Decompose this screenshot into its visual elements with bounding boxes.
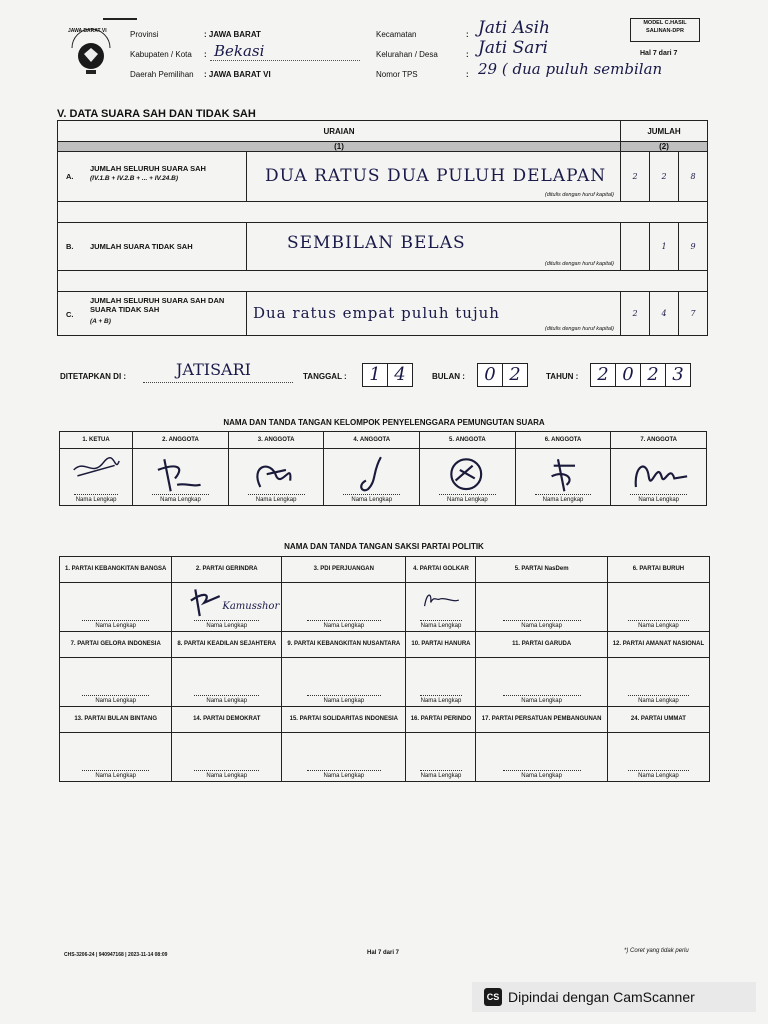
party-gelora: 7. PARTAI GELORA INDONESIA <box>60 632 172 658</box>
nama-lengkap: Nama Lengkap <box>95 623 137 629</box>
kpps-head-5: 5. ANGGOTA <box>420 432 516 449</box>
kpps-nama-1: Nama Lengkap <box>75 497 117 503</box>
row-c-sublabel: (A + B) <box>90 318 111 325</box>
nama-lengkap: Nama Lengkap <box>521 773 562 779</box>
kpps-title: NAMA DAN TANDA TANGAN KELOMPOK PENYELENGGARA PEMUNGUTAN SUARA <box>223 418 545 427</box>
tanggal-label: TANGGAL : <box>303 372 347 381</box>
bulan-label: BULAN : <box>432 372 465 381</box>
row-b <box>58 223 708 271</box>
tahun-digit-3: 2 <box>640 363 666 387</box>
model-box <box>630 18 700 42</box>
row-c-letter: C. <box>66 310 74 319</box>
kpps-sig-3[interactable] <box>228 449 324 506</box>
tahun-label: TAHUN : <box>546 372 579 381</box>
saksi-sig-ummat[interactable] <box>607 733 709 782</box>
tahun-digit-2: 0 <box>615 363 641 387</box>
row-c-digit-3: 7 <box>679 292 708 336</box>
saksi-sig-gerindra[interactable] <box>172 583 282 632</box>
saksi-sig-ppp[interactable] <box>476 733 607 782</box>
kpps-nama-5: Nama Lengkap <box>447 497 488 503</box>
saksi-sig-pan[interactable] <box>607 658 709 707</box>
signature-mark <box>621 455 696 493</box>
saksi-sig-psi[interactable] <box>282 733 406 782</box>
row-b-letter: B. <box>66 242 74 251</box>
saksi-sig-nasdem[interactable] <box>476 583 607 632</box>
kabupaten-dots <box>210 60 360 61</box>
nama-lengkap: Nama Lengkap <box>323 773 365 779</box>
tahun-digit-1: 2 <box>590 363 616 387</box>
tanggal-digit-1: 1 <box>362 363 388 387</box>
kecamatan-label: Kecamatan <box>376 30 417 39</box>
signature-mark <box>526 455 601 493</box>
kpps-sig-6[interactable] <box>515 449 611 506</box>
saksi-sig-gelora[interactable] <box>60 658 172 707</box>
saksi-sig-buruh[interactable] <box>607 583 709 632</box>
tanggal-digit-2: 4 <box>387 363 413 387</box>
nama-lengkap: Nama Lengkap <box>420 773 462 779</box>
nama-lengkap: Nama Lengkap <box>95 698 137 704</box>
model-line2: SALINAN-DPR <box>646 28 684 34</box>
sub-header-2: (2) <box>621 142 708 152</box>
ditetapkan-place: JATISARI <box>176 360 251 379</box>
saksi-sig-pks[interactable] <box>172 658 282 707</box>
kpps-nama-2: Nama Lengkap <box>160 497 201 503</box>
saksi-sig-pdip[interactable] <box>282 583 406 632</box>
kpps-sig-5[interactable] <box>420 449 516 506</box>
party-pbb: 13. PARTAI BULAN BINTANG <box>60 707 172 733</box>
row-b-words: SEMBILAN BELAS <box>287 233 466 253</box>
party-demokrat: 14. PARTAI DEMOKRAT <box>172 707 282 733</box>
row-c-digit-2: 4 <box>650 292 679 336</box>
party-psi: 15. PARTAI SOLIDARITAS INDONESIA <box>282 707 406 733</box>
row-a-note: (ditulis dengan huruf kapital) <box>544 192 614 198</box>
signature-mark <box>430 455 505 493</box>
row-a-words: DUA RATUS DUA PULUH DELAPAN <box>265 166 607 186</box>
provinsi-value: : JAWA BARAT <box>204 30 261 39</box>
party-garuda: 11. PARTAI GARUDA <box>476 632 607 658</box>
row-a-letter: A. <box>66 172 74 181</box>
saksi-sig-demokrat[interactable] <box>172 733 282 782</box>
kpps-sig-7[interactable] <box>611 449 707 506</box>
ditetapkan-dots <box>143 382 293 383</box>
tahun-boxes <box>590 363 690 387</box>
vote-table <box>57 120 708 336</box>
nama-lengkap: Nama Lengkap <box>323 623 365 629</box>
nama-lengkap: Nama Lengkap <box>206 623 248 629</box>
signature-mark <box>239 455 314 493</box>
kpps-nama-4: Nama Lengkap <box>351 497 393 503</box>
party-perindo: 16. PARTAI PERINDO <box>406 707 476 733</box>
page-number: Hal 7 dari 7 <box>640 50 678 57</box>
party-pkb: 1. PARTAI KEBANGKITAN BANGSA <box>60 557 172 583</box>
row-b-digit-1 <box>621 223 650 271</box>
nama-lengkap: Nama Lengkap <box>206 773 248 779</box>
row-b-digit-3: 9 <box>679 223 708 271</box>
party-head-row-3 <box>60 707 710 733</box>
nama-lengkap: Nama Lengkap <box>638 773 679 779</box>
section-title: V. DATA SUARA SAH DAN TIDAK SAH <box>57 108 256 120</box>
row-b-note: (ditulis dengan huruf kapital) <box>544 261 614 267</box>
saksi-sig-hanura[interactable] <box>406 658 476 707</box>
nama-lengkap: Nama Lengkap <box>638 698 679 704</box>
kpps-sig-2[interactable] <box>133 449 229 506</box>
logo-text: JAWA BARAT VI <box>68 28 107 34</box>
party-pan: 12. PARTAI AMANAT NASIONAL <box>607 632 709 658</box>
footer-code: CHS-3206-24 | 940947168 | 2023-11-14 08:09 <box>64 952 168 958</box>
kelurahan-label: Kelurahan / Desa <box>376 50 438 59</box>
kpps-head-3: 3. ANGGOTA <box>228 432 324 449</box>
party-pks: 8. PARTAI KEADILAN SEJAHTERA <box>172 632 282 658</box>
nama-lengkap: Nama Lengkap <box>95 773 137 779</box>
signature-mark <box>416 589 465 607</box>
party-gerindra: 2. PARTAI GERINDRA <box>172 557 282 583</box>
kpps-nama-6: Nama Lengkap <box>542 497 584 503</box>
tahun-digit-4: 3 <box>665 363 691 387</box>
nama-lengkap: Nama Lengkap <box>323 698 365 704</box>
sub-header-1: (1) <box>58 142 621 152</box>
kpps-nama-7: Nama Lengkap <box>638 497 680 503</box>
kpps-table <box>59 431 707 506</box>
row-b-label: JUMLAH SUARA TIDAK SAH <box>90 242 193 251</box>
party-hanura: 10. PARTAI HANURA <box>406 632 476 658</box>
row-a-label: JUMLAH SELURUH SUARA SAH <box>90 164 206 173</box>
row-a-digit-2: 2 <box>650 152 679 202</box>
party-head-row-2 <box>60 632 710 658</box>
tps-label: Nomor TPS <box>376 70 418 79</box>
saksi-title: NAMA DAN TANDA TANGAN SAKSI PARTAI POLITIK <box>284 542 484 551</box>
kpps-head-4: 4. ANGGOTA <box>324 432 420 449</box>
party-buruh: 6. PARTAI BURUH <box>607 557 709 583</box>
tanggal-boxes <box>362 363 412 387</box>
saksi-sig-perindo[interactable] <box>406 733 476 782</box>
row-a-digit-1: 2 <box>621 152 650 202</box>
bulan-boxes <box>477 363 527 387</box>
nama-lengkap: Nama Lengkap <box>638 623 679 629</box>
saksi-sig-golkar[interactable] <box>406 583 476 632</box>
row-c-digit-1: 2 <box>621 292 650 336</box>
col-jumlah: JUMLAH <box>621 121 708 142</box>
top-mark <box>103 18 137 20</box>
kpps-nama-3: Nama Lengkap <box>255 497 297 503</box>
party-head-row-1 <box>60 557 710 583</box>
nama-lengkap: Nama Lengkap <box>206 698 248 704</box>
nama-lengkap: Nama Lengkap <box>420 698 462 704</box>
row-b-digit-2: 1 <box>650 223 679 271</box>
party-nasdem: 5. PARTAI NasDem <box>476 557 607 583</box>
gerindra-saksi-name: Kamusshor <box>222 601 280 612</box>
party-pkn: 9. PARTAI KEBANGKITAN NUSANTARA <box>282 632 406 658</box>
party-ummat: 24. PARTAI UMMAT <box>607 707 709 733</box>
row-c-note: (ditulis dengan huruf kapital) <box>544 326 614 332</box>
row-a-sublabel: (IV.1.B + IV.2.B + ... + IV.24.B) <box>90 175 178 182</box>
kpu-logo <box>66 28 116 82</box>
daerah-value: : JAWA BARAT VI <box>204 70 271 79</box>
signature-mark <box>70 455 122 482</box>
kecamatan-value: Jati Asih <box>478 18 551 38</box>
signature-mark <box>334 455 409 493</box>
nama-lengkap: Nama Lengkap <box>420 623 462 629</box>
nama-lengkap: Nama Lengkap <box>521 623 562 629</box>
row-c <box>58 292 708 336</box>
daerah-label: Daerah Pemilihan <box>130 70 194 79</box>
party-golkar: 4. PARTAI GOLKAR <box>406 557 476 583</box>
signature-mark <box>143 455 218 493</box>
bulan-digit-1: 0 <box>477 363 503 387</box>
saksi-sig-pkn[interactable] <box>282 658 406 707</box>
kpps-head-6: 6. ANGGOTA <box>515 432 611 449</box>
col-uraian: URAIAN <box>58 121 621 142</box>
row-c-words: Dua ratus empat puluh tujuh <box>253 304 500 322</box>
model-line1: MODEL C.HASIL <box>643 20 687 26</box>
kpps-sig-1[interactable] <box>60 449 133 506</box>
footer-page: Hal 7 dari 7 <box>367 950 400 956</box>
kpps-head-1: 1. KETUA <box>60 432 133 449</box>
kabupaten-label: Kabupaten / Kota <box>130 50 192 59</box>
camscanner-logo-icon: CS <box>484 988 502 1006</box>
bulan-digit-2: 2 <box>502 363 528 387</box>
footer-note: *) Coret yang tidak perlu <box>624 948 689 954</box>
ditetapkan-label: DITETAPKAN DI : <box>60 372 127 381</box>
nama-lengkap: Nama Lengkap <box>521 698 562 704</box>
kpps-head-2: 2. ANGGOTA <box>133 432 229 449</box>
party-pdip: 3. PDI PERJUANGAN <box>282 557 406 583</box>
camscanner-watermark <box>472 982 756 1012</box>
provinsi-label: Provinsi <box>130 30 159 39</box>
saksi-sig-pkb[interactable] <box>60 583 172 632</box>
kelurahan-value: Jati Sari <box>478 38 548 58</box>
party-ppp: 17. PARTAI PERSATUAN PEMBANGUNAN <box>476 707 607 733</box>
saksi-sig-garuda[interactable] <box>476 658 607 707</box>
kpps-sig-4[interactable] <box>324 449 420 506</box>
camscanner-text: Dipindai dengan CamScanner <box>508 989 695 1005</box>
tps-value: 29 ( dua puluh sembilan <box>478 60 663 78</box>
saksi-sig-pbb[interactable] <box>60 733 172 782</box>
kpps-head-7: 7. ANGGOTA <box>611 432 707 449</box>
kabupaten-value: Bekasi <box>214 42 265 60</box>
row-c-label: JUMLAH SELURUH SUARA SAH DAN SUARA TIDAK SAH <box>90 296 225 314</box>
row-a-digit-3: 8 <box>679 152 708 202</box>
saksi-table <box>59 556 710 782</box>
row-a <box>58 152 708 202</box>
